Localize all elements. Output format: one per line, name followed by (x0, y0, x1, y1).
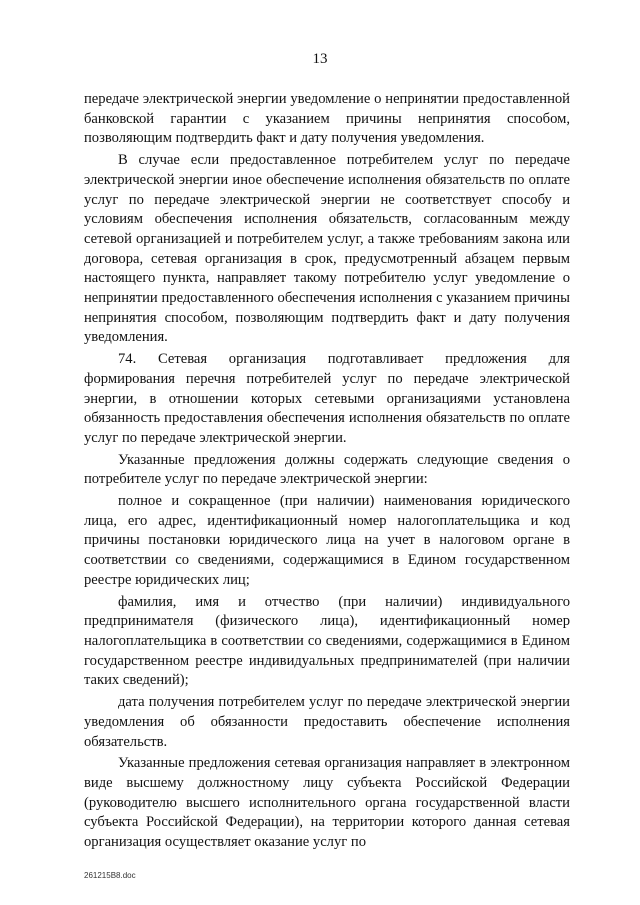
document-body (84, 90, 570, 855)
paragraph: 74. Сетевая организация подготавливает предложения для формирования перечня потребителей услуг по передаче электрической энергии, в отношении которых сетевыми организациями установлена обязанность предоставления обеспечения исполнения обязательств по оплате услуг по передаче электрической энергии. (84, 351, 570, 446)
paragraph: Указанные предложения должны содержать следующие сведения о потребителе услуг по передаче электрической энергии: (84, 451, 570, 488)
paragraph: дата получения потребителем услуг по передаче электрической энергии уведомления об обязанности предоставить обеспечение исполнения обязательств. (84, 694, 570, 750)
paragraph: полное и сокращенное (при наличии) наименования юридического лица, его адрес, идентификационный номер налогоплательщика и код причины постановки юридического лица на учет в налоговом органе в соответствии со сведениями, содержащимися в Едином государственном реестре юридических лиц; (84, 493, 570, 588)
paragraph: передаче электрической энергии уведомление о непринятии предоставленной банковской гарантии с указанием причины непринятия способом, позволяющим подтвердить факт и дату получения уведомления. (84, 91, 570, 147)
paragraph: Указанные предложения сетевая организация направляет в электронном виде высшему должностному лицу субъекта Российской Федерации (руководителю высшего исполнительного органа государственной власти субъекта Российской Федерации), на территории которого данная сетевая организация осуществляет оказание услуг по (84, 755, 570, 851)
page-number: 13 (312, 51, 328, 67)
paragraph: В случае если предоставленное потребителем услуг по передаче электрической энергии иное обеспечение исполнения обязательств по оплате услуг по передаче электрической энергии не соответствует способу и условиям обеспечения исполнения обязательств, согласованным между сетевой организацией и потребителем услуг, а также требованиям закона или договора, сетевая организация в срок, предусмотренный абзацем первым настоящего пункта, направляет такому потребителю услуг уведомление о непринятии предоставленного обеспечения исполнения с указанием причины непринятия способом, позволяющим подтвердить факт и дату получения уведомления. (84, 152, 570, 346)
paragraph: фамилия, имя и отчество (при наличии) индивидуального предпринимателя (физического лица), идентификационный номер налогоплательщика в соответствии со сведениями, содержащимися в Едином государственном реестре индивидуальных предпринимателей (при наличии таких сведений); (84, 593, 570, 689)
footer-file-code: 261215B8.doc (84, 871, 136, 880)
